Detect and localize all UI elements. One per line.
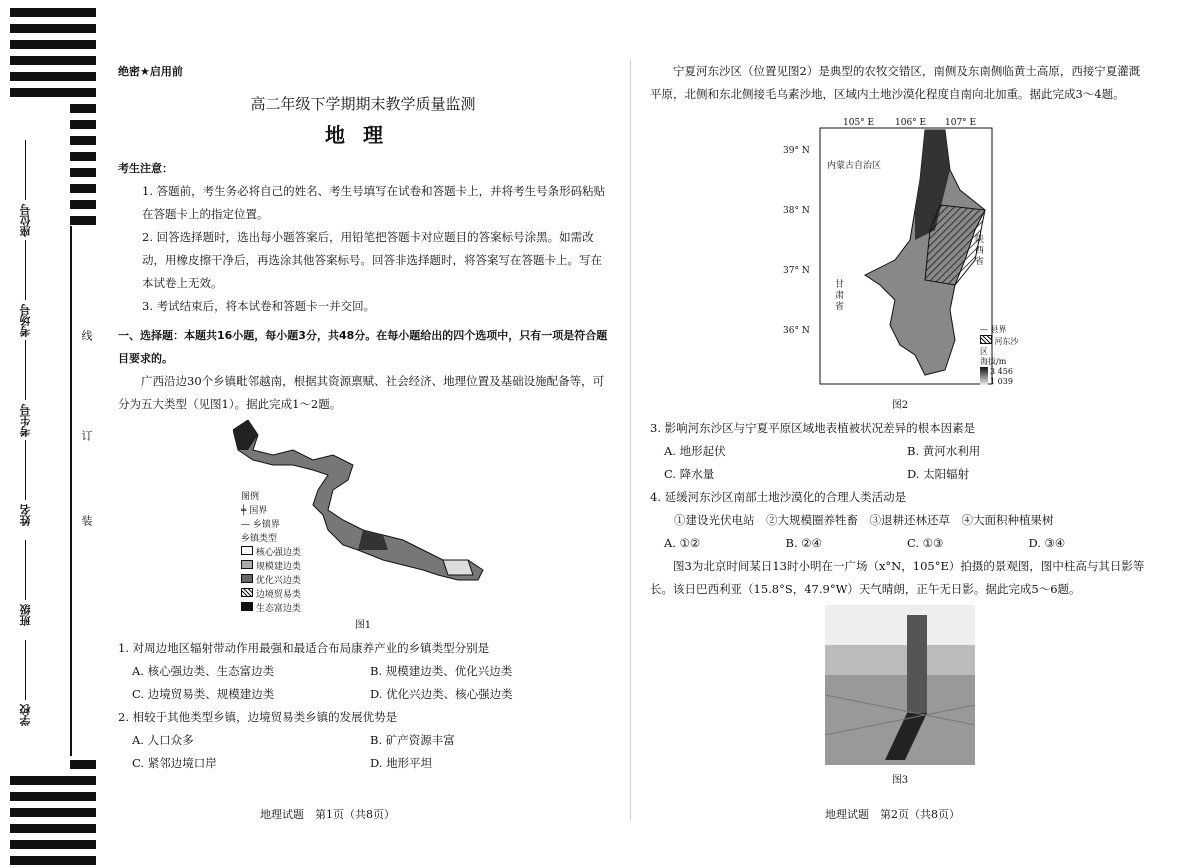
barcode-bar bbox=[10, 808, 96, 817]
barcode-bar bbox=[10, 40, 96, 49]
question-intro: 宁夏河东沙区（位置见图2）是典型的农牧交错区，南侧及东南侧临黄土高原，西接宁夏灌溉平原，北侧和东北侧接毛乌素沙地，区域内土地沙漠化程度自南向北加重。据此完成3～4题。 bbox=[650, 64, 1141, 101]
barcode-bar bbox=[10, 88, 96, 97]
question-3-options bbox=[650, 440, 1150, 486]
region-label: 甘肃省 bbox=[835, 280, 845, 312]
page-2-footer: 地理试题 第2页（共8页） bbox=[825, 808, 960, 821]
question-4: 4. 延缓河东沙区南部土地沙漠化的合理人类活动是 bbox=[650, 490, 907, 504]
lon-label: 107° E bbox=[945, 118, 977, 128]
question-intro: 广西沿边30个乡镇毗邻越南，根据其资源禀赋、社会经济、地理位置及基础设施配备等，可分为五大类型（见图1）。据此完成1～2题。 bbox=[118, 374, 605, 411]
field-seat-no: 座位号 bbox=[18, 140, 34, 237]
option: A. 人口众多 bbox=[132, 733, 194, 747]
plaza-photo bbox=[825, 605, 975, 765]
binding-line bbox=[70, 226, 96, 756]
page-2 bbox=[650, 60, 1150, 792]
question-4-items: ①建设光伏电站 ②大规模圈养牲畜 ③退耕还林还草 ④大面积种植果树 bbox=[674, 513, 1054, 527]
legend-swatch bbox=[241, 546, 253, 555]
option: D. 太阳辐射 bbox=[907, 467, 970, 481]
barcode-bar bbox=[70, 136, 96, 145]
option: C. 边境贸易类、规模建边类 bbox=[132, 687, 275, 701]
figure-1 bbox=[233, 420, 493, 614]
barcode-bar bbox=[10, 8, 96, 17]
cut-mark: 装 bbox=[80, 515, 93, 526]
notice-heading: 考生注意： bbox=[118, 162, 173, 175]
question-4-options bbox=[650, 532, 1150, 555]
question-2: 2. 相较于其他类型乡镇，边境贸易类乡镇的发展优势是 bbox=[118, 710, 398, 724]
barcode-bar bbox=[10, 56, 96, 65]
barcode-bar bbox=[10, 792, 96, 801]
question-intro: 图3为北京时间某日13时小明在一广场（x°N，105°E）拍摄的景观图，图中柱高与其日影等长。该日巴西利亚（15.8°S，47.9°W）天气晴朗，正午无日影。据此完成5～6题。 bbox=[650, 559, 1145, 596]
lat-label: 38° N bbox=[783, 206, 810, 216]
legend-icon: — bbox=[980, 325, 991, 334]
barcode-bar bbox=[10, 24, 96, 33]
option: C. ①③ bbox=[907, 536, 944, 550]
secret-label: 绝密★启用前 bbox=[118, 65, 183, 78]
notice-item: 3. 考试结束后，将本试卷和答题卡一并交回。 bbox=[142, 299, 376, 313]
lon-label: 106° E bbox=[895, 118, 927, 128]
question-1: 1. 对周边地区辐射带动作用最强和最适合布局康养产业的乡镇类型分别是 bbox=[118, 641, 490, 655]
elevation-ramp bbox=[980, 367, 988, 385]
notice-item: 2. 回答选择题时，选出每小题答案后，用铅笔把答题卡对应题目的答案标号涂黑。如需改动，用橡皮擦干净后，再选涂其他答案标号。回答非选择题时，将答案写在答题卡上。写在本试卷上无效。 bbox=[142, 230, 602, 290]
option: D. ③④ bbox=[1028, 536, 1066, 550]
figure-3-caption: 图3 bbox=[891, 775, 909, 786]
field-school: 学校 bbox=[18, 640, 34, 726]
barcode-bar bbox=[10, 776, 96, 785]
option: C. 降水量 bbox=[664, 467, 715, 481]
field-candidate-no: 考生号 bbox=[18, 340, 34, 437]
option: D. 地形平坦 bbox=[370, 756, 433, 770]
legend-swatch bbox=[241, 560, 253, 569]
legend-swatch bbox=[980, 335, 992, 344]
question-2-options bbox=[118, 729, 608, 775]
figure-2-caption: 图2 bbox=[891, 400, 909, 411]
subject-title: 地理 bbox=[325, 123, 401, 147]
barcode-bar bbox=[10, 856, 96, 865]
legend-swatch bbox=[241, 588, 253, 597]
lat-label: 36° N bbox=[783, 326, 810, 336]
legend-swatch bbox=[241, 602, 253, 611]
barcode-bar bbox=[70, 120, 96, 129]
page-1 bbox=[118, 60, 608, 775]
option: A. ①② bbox=[664, 536, 701, 550]
barcode-bar bbox=[10, 72, 96, 81]
figure-1-caption: 图1 bbox=[354, 620, 372, 631]
option: C. 紧邻边境口岸 bbox=[132, 756, 217, 770]
barcode-bar bbox=[70, 152, 96, 161]
legend-swatch bbox=[241, 574, 253, 583]
barcode-bar bbox=[70, 760, 96, 769]
exam-title: 高二年级下学期期末教学质量监测 bbox=[250, 95, 476, 113]
figure-2 bbox=[775, 110, 1025, 390]
barcode-bar bbox=[70, 168, 96, 177]
field-room-no: 考场号 bbox=[18, 240, 34, 337]
lat-label: 39° N bbox=[783, 146, 810, 156]
question-1-options bbox=[118, 660, 608, 706]
section-heading: 一、选择题：本题共16小题，每小题3分，共48分。在每小题给出的四个选项中，只有一项是符合题目要求的。 bbox=[118, 329, 608, 365]
region-label: 内蒙古自治区 bbox=[827, 161, 882, 171]
binding-margin bbox=[0, 0, 100, 868]
field-class: 班级 bbox=[18, 540, 34, 626]
figure-2-legend: — 县界 河东沙区 海拔/m 3 456 1 039 bbox=[980, 325, 1019, 386]
legend-icon: ╪ bbox=[241, 506, 250, 516]
barcode-bar bbox=[70, 200, 96, 209]
barcode-bar bbox=[10, 824, 96, 833]
lat-label: 37° N bbox=[783, 266, 810, 276]
lon-label: 105° E bbox=[843, 118, 875, 128]
region-label: 陕西省 bbox=[975, 235, 985, 267]
option: A. 地形起伏 bbox=[664, 444, 726, 458]
barcode-bar bbox=[10, 840, 96, 849]
barcode-bar bbox=[70, 104, 96, 113]
option: B. ②④ bbox=[785, 536, 822, 550]
figure-1-legend: 图例 ╪ 国界 — 乡镇界 乡镇类型 核心强边类 规模建边类 优化兴边类 边境贸易类 生态富边类 bbox=[241, 492, 301, 614]
field-name: 姓名 bbox=[18, 440, 34, 526]
legend-icon: — bbox=[241, 520, 253, 530]
barcode-bar bbox=[70, 216, 96, 225]
question-3: 3. 影响河东沙区与宁夏平原区域地表植被状况差异的根本因素是 bbox=[650, 421, 976, 435]
barcode-bar bbox=[70, 184, 96, 193]
figure-3-photo bbox=[825, 605, 975, 765]
option: B. 规模建边类、优化兴边类 bbox=[370, 664, 513, 678]
notice-item: 1. 答题前，考生务必将自己的姓名、考生号填写在试卷和答题卡上，并将考生号条形码粘贴在答题卡上的指定位置。 bbox=[142, 184, 606, 221]
page-divider bbox=[630, 60, 631, 820]
option: B. 黄河水利用 bbox=[907, 444, 981, 458]
option: A. 核心强边类、生态富边类 bbox=[132, 664, 275, 678]
option: B. 矿产资源丰富 bbox=[370, 733, 455, 747]
page-1-footer: 地理试题 第1页（共8页） bbox=[260, 808, 395, 821]
cut-mark: 订 bbox=[80, 430, 93, 441]
cut-mark: 线 bbox=[80, 330, 93, 341]
option: D. 优化兴边类、核心强边类 bbox=[370, 687, 513, 701]
